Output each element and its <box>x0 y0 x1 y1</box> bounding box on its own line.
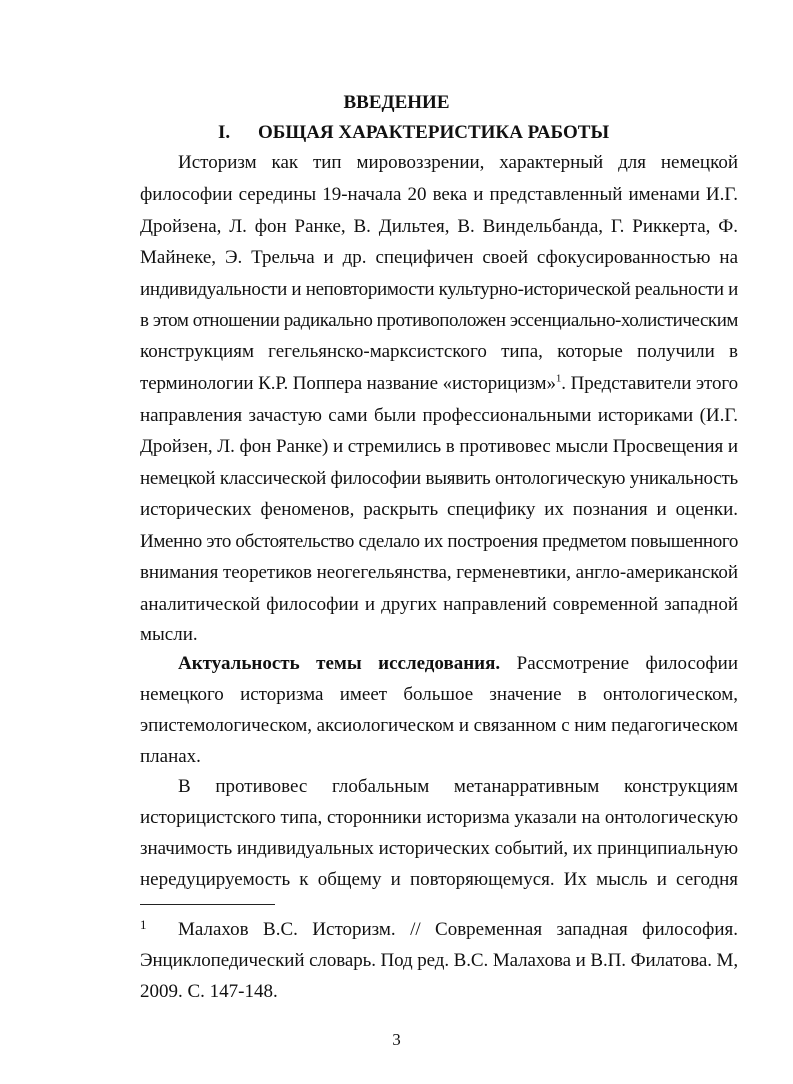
text-line: планах. <box>140 746 201 767</box>
text-line: конструкциям гегельянско-марксистского типа, которые получили в <box>140 341 738 362</box>
footnote-line: 2009. С. 147-148. <box>140 981 278 1002</box>
text-line: историцистского типа, сторонники историзма указали на онтологическую <box>140 807 738 828</box>
text-line: философии середины 19-начала 20 века и представленный именами И.Г. <box>140 184 738 205</box>
section-lead: Актуальность темы исследования. <box>178 653 501 674</box>
page-number: 3 <box>392 1030 401 1049</box>
text-line: Историзм как тип мировоззрении, характерный для немецкой <box>178 152 738 173</box>
text-line: нередуцируемость к общему и повторяющемуся. Их мысль и сегодня <box>140 869 738 890</box>
text-line: аналитической философии и других направлений современной западной <box>140 594 738 615</box>
text-line: внимания теоретиков неогегельянства, герменевтики, англо-американской <box>140 562 738 583</box>
text-line: направления зачастую сами были профессиональными историками (И.Г. <box>140 405 738 426</box>
text-line: Дройзен, Л. фон Ранке) и стремились в противовес мысли Просвещения и <box>140 436 738 457</box>
footnote-line: Энциклопедический словарь. Под ред. В.С. Малахова и В.П. Филатова. М, <box>140 950 738 971</box>
text-line <box>178 653 738 675</box>
text-line: немецкого историзма имеет большое значение в онтологическом, <box>140 684 738 705</box>
text-line: немецкой классической философии выявить онтологическую уникальность <box>140 468 738 489</box>
page-title: ВВЕДЕНИЕ <box>343 92 450 113</box>
text-line: Дройзена, Л. фон Ранке, В. Дильтея, В. Виндельбанда, Г. Риккерта, Ф. <box>140 216 738 237</box>
text-line: исторических феноменов, раскрыть специфику их познания и оценки. <box>140 499 738 520</box>
footnote-divider <box>140 904 275 905</box>
footnote-line: Малахов В.С. Историзм. // Современная западная философия. <box>178 919 738 940</box>
text-segment: Рассмотрение философии <box>516 653 739 674</box>
text-segment: . Представители этого <box>561 373 739 394</box>
section-heading: ОБЩАЯ ХАРАКТЕРИСТИКА РАБОТЫ <box>258 122 610 143</box>
footnote-ref: 1 <box>555 372 562 385</box>
text-line: эпистемологическом, аксиологическом и связанном с ним педагогическом <box>140 715 738 736</box>
text-line: Именно это обстоятельство сделало их построения предметом повышенного <box>140 531 738 552</box>
text-line: индивидуальности и неповторимости культурно-исторической реальности и <box>140 279 738 300</box>
text-line: В противовес глобальным метанарративным конструкциям <box>178 776 738 797</box>
text-line: в этом отношении радикально противоположен эссенциально-холистическим <box>140 310 738 331</box>
text-line: значимость индивидуальных исторических событий, их принципиальную <box>140 838 738 859</box>
text-line: мысли. <box>140 624 198 645</box>
text-line: Майнеке, Э. Трельча и др. специфичен своей сфокусированностью на <box>140 247 738 268</box>
section-number: I. <box>218 122 231 143</box>
text-segment: терминологии К.Р. Поппера название «историцизм» <box>140 373 556 394</box>
text-line <box>140 373 738 395</box>
footnote-number: 1 <box>140 917 147 932</box>
